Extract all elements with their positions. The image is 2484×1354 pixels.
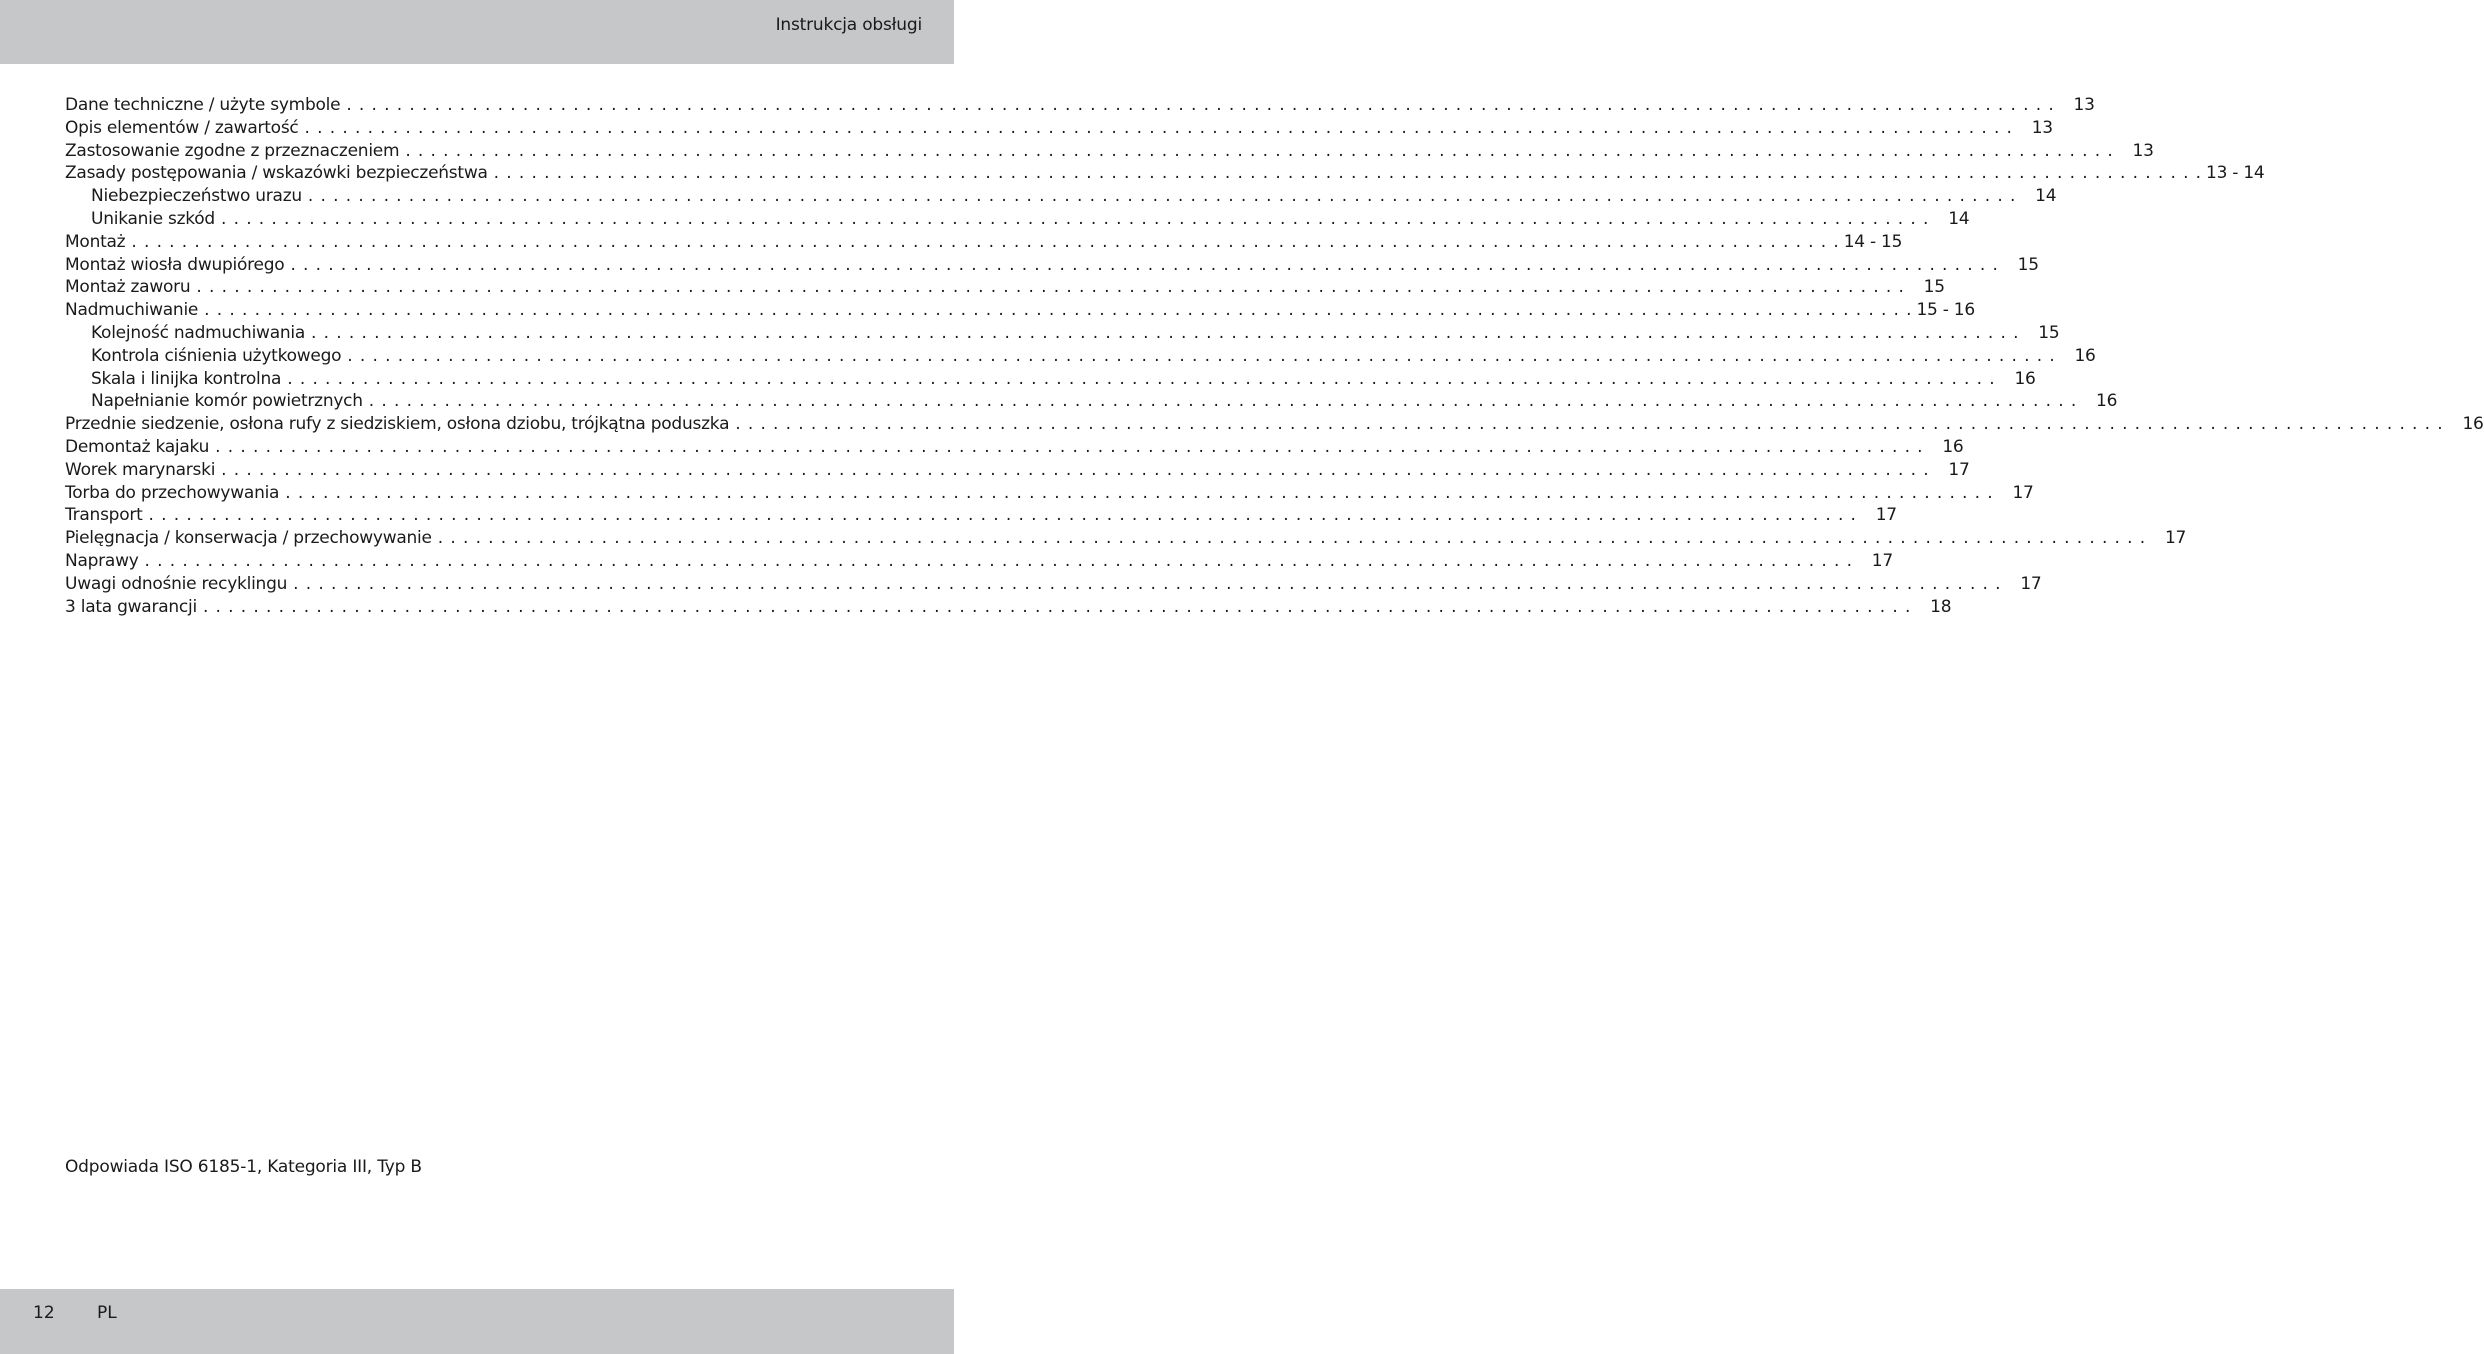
toc-entry-page: 17 [2020,573,2042,594]
toc-entry[interactable] [65,459,1970,482]
toc-dot-leader [347,345,2055,368]
toc-entry-page: 16 [2462,414,2484,435]
toc-entry[interactable] [65,94,2095,117]
toc-entry[interactable] [65,573,2042,596]
toc-entry[interactable] [65,596,1952,619]
toc-dot-leader [285,482,1993,505]
toc-entry-page: 17 [1875,505,1897,526]
toc-entry-page: 17 [1948,459,1970,480]
toc-dot-leader [196,276,1904,299]
toc-dot-leader [369,390,2077,413]
toc-entry-page: 15 [1923,277,1945,298]
toc-dot-leader [204,299,1912,322]
toc-entry-page: 14 [2035,186,2057,207]
toc-entry-page: 13 [2073,95,2095,115]
toc-entry-title: Unikanie szkód [91,208,215,229]
toc-entry-page: 16 [2096,391,2118,412]
toc-entry[interactable] [65,527,2187,550]
toc-dot-leader [346,94,2054,117]
toc-entry-title: Nadmuchiwanie [65,300,199,321]
toc-entry-page: 13 - 14 [2206,163,2265,184]
toc-entry[interactable] [65,254,2039,277]
toc-dot-leader [438,527,2146,550]
header-title: Instrukcja obsługi [775,15,922,35]
toc-dot-leader [405,140,2113,163]
toc-entry-page: 16 [2074,345,2096,366]
toc-dot-leader [215,436,1923,459]
toc-entry[interactable] [65,117,2053,140]
toc-entry-title: Dane techniczne / użyte symbole [65,95,341,115]
toc-entry-page: 17 [1871,550,1893,571]
toc-entry[interactable] [65,162,2265,185]
toc-entry-title: Skala i linijka kontrolna [91,368,282,389]
toc-dot-leader [494,162,2202,185]
toc-entry[interactable] [65,550,1893,573]
toc-entry-page: 16 [2014,368,2036,389]
toc-entry[interactable] [65,322,2060,345]
toc-entry[interactable] [65,504,1897,527]
toc-entry-page: 15 [2017,254,2039,275]
toc-entry-title: Opis elementów / zawartość [65,117,299,138]
toc-entry-title: 3 lata gwarancji [65,596,197,617]
toc-entry[interactable] [65,390,2118,413]
toc-entry-title: Zasady postępowania / wskazówki bezpieczeństwa [65,163,488,184]
toc-entry-page: 14 - 15 [1843,231,1903,252]
toc-dot-leader [145,550,1853,573]
header-bar [0,0,954,64]
toc-dot-leader [221,459,1929,482]
toc-entry[interactable] [65,185,2057,208]
toc-dot-leader [131,231,1839,254]
toc-entry[interactable] [65,482,2034,505]
toc-entry-title: Naprawy [65,550,139,571]
toc-entry-title: Kolejność nadmuchiwania [91,322,306,343]
toc-entry[interactable] [65,140,2154,163]
toc-entry-title: Montaż [65,231,126,252]
toc-dot-leader [287,368,1995,391]
toc-entry[interactable] [65,231,1903,254]
toc-entry-title: Napełnianie komór powietrznych [91,391,363,412]
toc-entry-page: 13 [2031,117,2053,138]
toc-dot-leader [290,254,1998,277]
toc-entry-title: Przednie siedzenie, osłona rufy z siedziskiem, osłona dziobu, trójkątna poduszka [65,414,730,435]
toc-dot-leader [735,413,2443,436]
toc-dot-leader [311,322,2019,345]
toc-entry-title: Pielęgnacja / konserwacja / przechowywanie [65,528,432,549]
footer-bar [0,1289,954,1354]
toc-entry-page: 15 [2038,322,2060,343]
toc-entry-title: Transport [65,505,143,526]
toc-entry-title: Kontrola ciśnienia użytkowego [91,345,342,366]
toc-entry-page: 17 [2012,482,2034,503]
toc-entry[interactable] [65,299,1975,322]
footer-page-number: 12 [33,1303,55,1323]
toc-entry-page: 16 [1942,436,1964,457]
toc-entry[interactable] [65,368,2036,391]
toc-entry[interactable] [65,345,2096,368]
toc-entry-page: 18 [1930,596,1952,617]
toc-entry[interactable] [65,208,1970,231]
toc-entry-title: Zastosowanie zgodne z przeznaczeniem [65,140,400,161]
toc-dot-leader [308,185,2016,208]
toc-entry-title: Torba do przechowywania [65,482,280,503]
toc-entry-page: 15 - 16 [1916,300,1975,321]
toc-entry-page: 13 [2132,140,2154,161]
toc-entry-page: 17 [2164,528,2187,549]
toc-entry[interactable] [65,276,1945,299]
toc-entry-title: Montaż zaworu [65,277,191,298]
toc-entry-title: Montaż wiosła dwupiórego [65,254,285,275]
toc-dot-leader [149,504,1857,527]
toc-entry[interactable] [65,413,2484,436]
toc-entry-page: 14 [1948,208,1970,229]
footer-language: PL [97,1303,117,1323]
toc-entry-title: Niebezpieczeństwo urazu [91,186,302,207]
toc-entry[interactable] [65,436,1964,459]
toc-dot-leader [203,596,1911,619]
toc-dot-leader [305,117,2013,140]
toc-dot-leader [221,208,1929,231]
table-of-contents [65,94,2484,618]
compliance-note: Odpowiada ISO 6185-1, Kategoria III, Typ B [65,1157,422,1177]
toc-entry-title: Worek marynarski [65,459,216,480]
toc-entry-title: Uwagi odnośnie recyklingu [65,573,288,594]
toc-dot-leader [293,573,2001,596]
toc-entry-title: Demontaż kajaku [65,436,210,457]
